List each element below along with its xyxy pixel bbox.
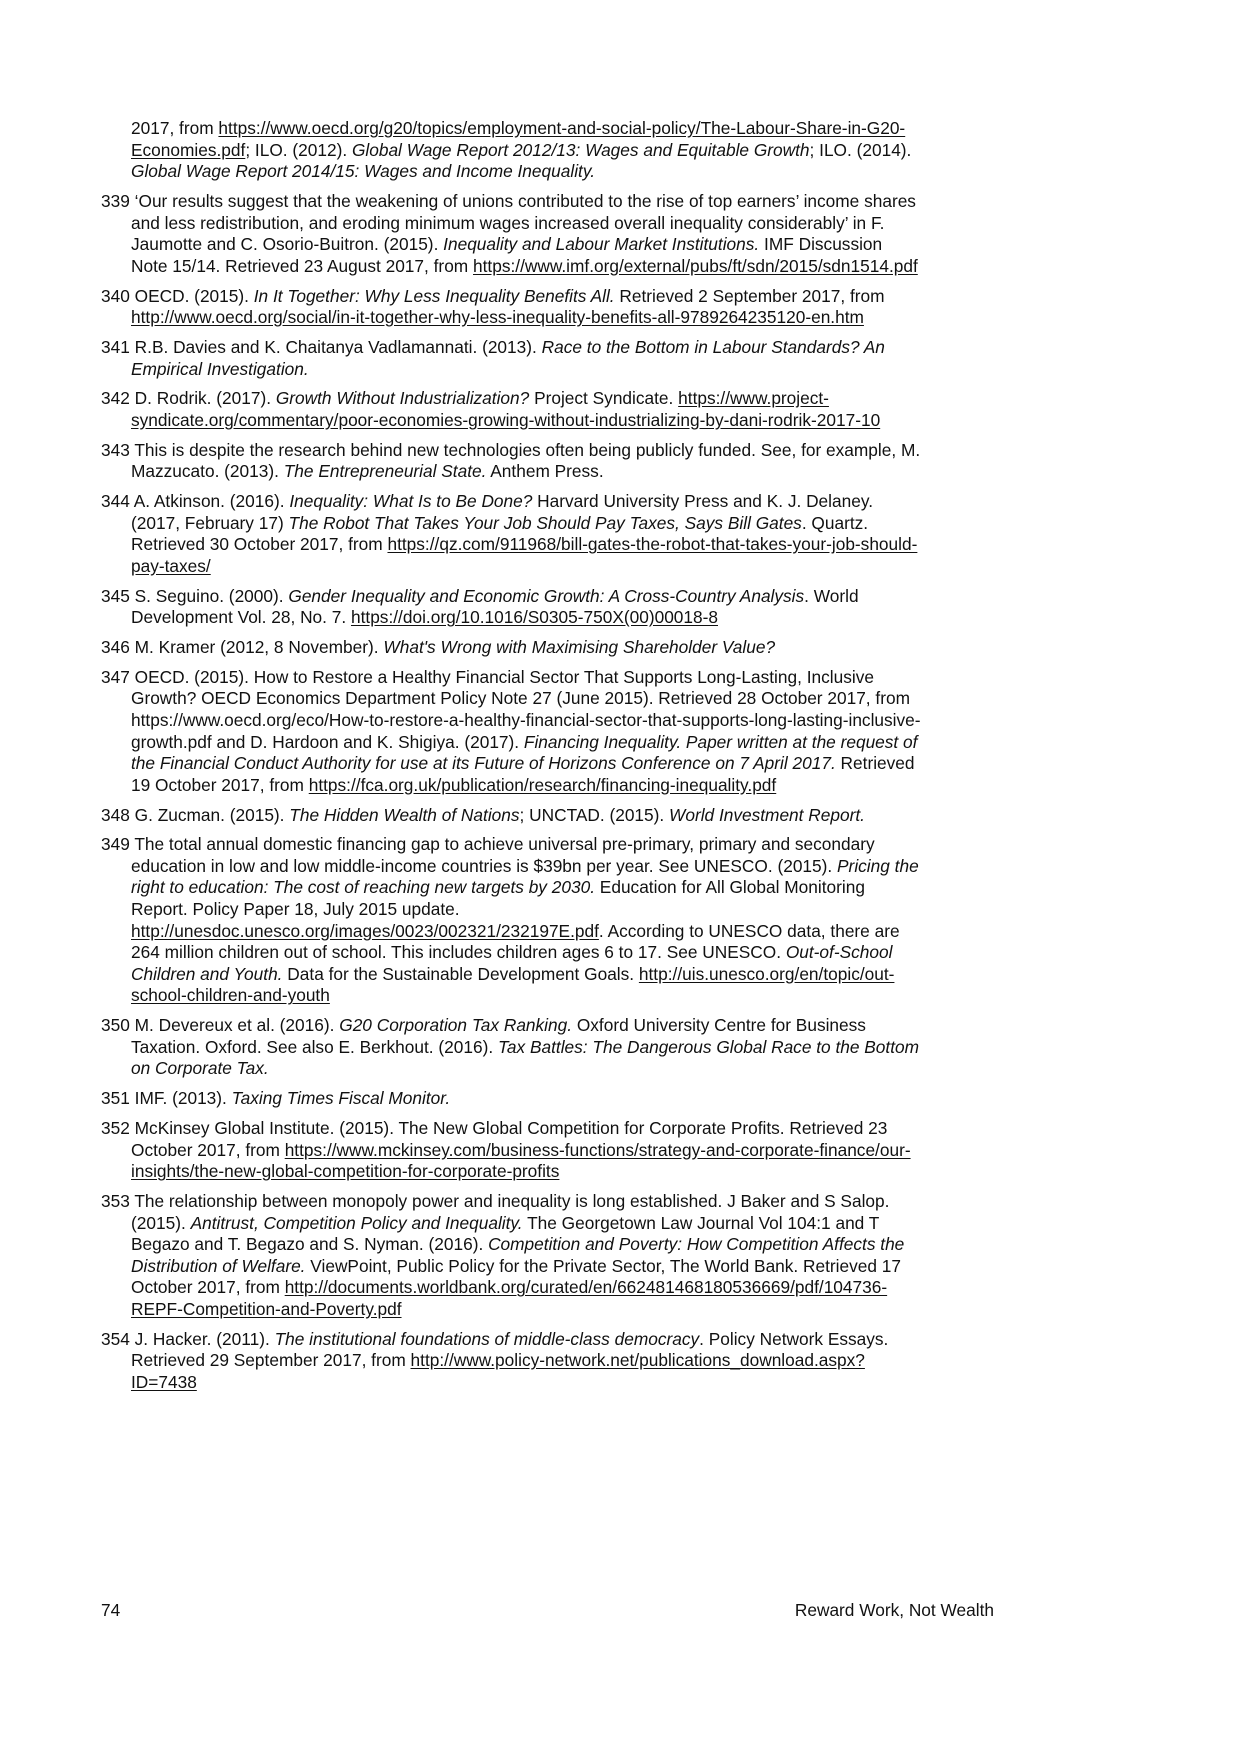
endnote-title-italic: In It Together: Why Less Inequality Benefits All. bbox=[253, 285, 615, 306]
endnote-title-italic: World Investment Report. bbox=[669, 804, 865, 825]
endnote-continuation bbox=[101, 118, 921, 183]
endnote-text: ; ILO. (2012). bbox=[245, 139, 352, 160]
endnote-number: 347 bbox=[101, 666, 130, 687]
endnote-number: 353 bbox=[101, 1190, 130, 1211]
endnote-number: 345 bbox=[101, 585, 130, 606]
endnote-title-italic: Global Wage Report 2012/13: Wages and Equitable Growth bbox=[351, 139, 810, 160]
endnote-title-italic: Out-of-School Children and Youth. bbox=[131, 942, 893, 984]
endnote-text: G. Zucman. (2015). bbox=[134, 804, 290, 825]
endnote-text: D. Rodrik. (2017). bbox=[134, 388, 276, 409]
endnote-text: S. Seguino. (2000). bbox=[134, 585, 289, 606]
endnote-number: 349 bbox=[101, 834, 130, 855]
endnote-title-italic: Race to the Bottom in Labour Standards? An Empirical Investigation. bbox=[131, 336, 885, 379]
endnote-text: R.B. Davies and K. Chaitanya Vadlamannati. (2013). bbox=[134, 336, 542, 357]
endnote-link[interactable]: http://www.oecd.org/social/in-it-together-why-less-inequality-benefits-all-9789264235120-en.htm bbox=[131, 307, 864, 328]
endnote-number: 342 bbox=[101, 388, 130, 409]
endnote-text: ; ILO. (2014). bbox=[809, 139, 912, 160]
endnote-339 bbox=[101, 191, 921, 277]
endnote-340 bbox=[101, 286, 921, 329]
endnote-title-italic: Inequality: What Is to Be Done? bbox=[289, 491, 533, 512]
endnote-title-italic: Antitrust, Competition Policy and Inequality. bbox=[190, 1212, 523, 1233]
endnote-link[interactable]: https://www.oecd.org/g20/topics/employment-and-social-policy/The-Labour-Share-in-G20-Economies.pdf bbox=[131, 118, 906, 160]
endnote-text: ; UNCTAD. (2015). bbox=[519, 804, 670, 825]
endnote-text: OECD. (2015). bbox=[134, 285, 254, 306]
endnote-link[interactable]: http://unesdoc.unesco.org/images/0023/002321/232197E.pdf bbox=[131, 920, 599, 941]
endnote-351 bbox=[101, 1088, 921, 1110]
endnote-344 bbox=[101, 491, 921, 577]
endnote-text: The Georgetown Law Journal Vol 104:1 and T Begazo and T. Begazo and S. Nyman. (2016). bbox=[131, 1212, 880, 1255]
endnote-353 bbox=[101, 1191, 921, 1321]
endnote-link[interactable]: http://www.policy-network.net/publications_download.aspx?ID=7438 bbox=[131, 1350, 865, 1392]
endnote-number: 350 bbox=[101, 1015, 130, 1036]
endnote-title-italic: The Hidden Wealth of Nations bbox=[289, 804, 520, 825]
endnote-number: 352 bbox=[101, 1117, 130, 1138]
endnote-text: J. Hacker. (2011). bbox=[134, 1328, 275, 1349]
endnote-text: ViewPoint, Public Policy for the Private Sector, The World Bank. Retrieved 17 October 2017, from bbox=[131, 1255, 902, 1298]
page-number: 74 bbox=[101, 1600, 121, 1620]
endnote-354 bbox=[101, 1329, 921, 1394]
endnote-text: Anthem Press. bbox=[486, 461, 604, 482]
endnote-text: A. Atkinson. (2016). bbox=[133, 491, 290, 512]
endnote-link[interactable]: http://uis.unesco.org/en/topic/out-school-children-and-youth bbox=[131, 963, 895, 1006]
endnote-text: IMF. (2013). bbox=[134, 1088, 232, 1109]
endnote-number: 348 bbox=[101, 804, 130, 825]
endnote-title-italic: The institutional foundations of middle-class democracy bbox=[274, 1328, 700, 1349]
endnote-link[interactable]: https://fca.org.uk/publication/research/financing-inequality.pdf bbox=[308, 774, 777, 795]
page-footer bbox=[101, 1600, 994, 1624]
endnote-text: The relationship between monopoly power and inequality is long established. J Baker and S Salop. (2015). bbox=[131, 1190, 890, 1233]
endnote-title-italic: Taxing Times Fiscal Monitor. bbox=[231, 1088, 451, 1109]
endnote-349 bbox=[101, 834, 921, 1007]
endnote-343 bbox=[101, 440, 921, 483]
endnote-346 bbox=[101, 637, 921, 659]
endnote-number: 344 bbox=[101, 491, 130, 512]
endnote-text: Project Syndicate. bbox=[529, 388, 679, 409]
endnotes-list bbox=[101, 118, 921, 1402]
endnote-link[interactable]: https://qz.com/911968/bill-gates-the-robot-that-takes-your-job-should-pay-taxes/ bbox=[131, 534, 918, 576]
endnote-text: . According to UNESCO data, there are 264 million children out of school. This includes children ages 6 to 17. See UNESCO. bbox=[131, 920, 900, 963]
endnote-number: 343 bbox=[101, 439, 130, 460]
endnote-title-italic: Financing Inequality. Paper written at the request of the Financial Conduct Authority for use at its Future of Horizons Conference on 7 April 2017. bbox=[131, 731, 918, 774]
endnote-title-italic: Inequality and Labour Market Institutions. bbox=[443, 234, 760, 255]
endnote-348 bbox=[101, 805, 921, 827]
endnote-text: This is despite the research behind new technologies often being publicly funded. See, for example, M. Mazzucato. (2013). bbox=[131, 439, 921, 482]
endnote-title-italic: Growth Without Industrialization? bbox=[275, 388, 530, 409]
endnote-347 bbox=[101, 667, 921, 797]
endnote-title-italic: Competition and Poverty: How Competition Affects the Distribution of Welfare. bbox=[131, 1234, 905, 1276]
endnote-text: M. Devereux et al. (2016). bbox=[134, 1015, 340, 1036]
endnote-text: Education for All Global Monitoring Report. Policy Paper 18, July 2015 update. bbox=[131, 877, 865, 920]
endnote-352 bbox=[101, 1118, 921, 1183]
endnote-title-italic: Tax Battles: The Dangerous Global Race to the Bottom on Corporate Tax. bbox=[131, 1036, 920, 1079]
endnote-text: Retrieved 19 October 2017, from bbox=[131, 753, 915, 795]
endnote-text: M. Kramer (2012, 8 November). bbox=[134, 636, 384, 657]
endnote-text: Retrieved 2 September 2017, from bbox=[614, 285, 885, 306]
endnote-title-italic: What's Wrong with Maximising Shareholder Value? bbox=[383, 636, 776, 657]
endnote-text: The total annual domestic financing gap to achieve universal pre-primary, primary and secondary education in low and low middle-income countries is $39bn per year. See UNESCO. (2015). bbox=[131, 834, 875, 876]
endnote-text: . World Development Vol. 28, No. 7. bbox=[131, 585, 859, 628]
endnote-title-italic: Pricing the right to education: The cost of reaching new targets by 2030. bbox=[131, 855, 919, 898]
endnote-title-italic: Gender Inequality and Economic Growth: A Cross-Country Analysis bbox=[288, 585, 805, 606]
endnote-number: 340 bbox=[101, 285, 130, 306]
endnote-link[interactable]: https://doi.org/10.1016/S0305-750X(00)00018-8 bbox=[350, 607, 718, 628]
endnote-number: 354 bbox=[101, 1328, 130, 1349]
endnote-link[interactable]: https://www.imf.org/external/pubs/ft/sdn/2015/sdn1514.pdf bbox=[473, 255, 918, 276]
running-title: Reward Work, Not Wealth bbox=[794, 1600, 994, 1620]
endnote-link[interactable]: https://www.mckinsey.com/business-functions/strategy-and-corporate-finance/our-insights/the-new-global-competition-for-corporate-profits bbox=[131, 1139, 911, 1182]
endnote-text: OECD. (2015). How to Restore a Healthy Financial Sector That Supports Long-Lasting, Inclusive Growth? OECD Economics Department Policy Note 27 (June 2015). Retrieved 28 October 2017, from https://www.oecd.org/eco/How-to-restore-a-healthy-financial-sector-that-supports-long-lasting-inclusive-growth.pdf and D. Hardoon and K. Shigiya. (2017). bbox=[131, 666, 921, 752]
endnote-text: Oxford University Centre for Business Taxation. Oxford. See also E. Berkhout. (2016). bbox=[131, 1015, 866, 1057]
endnote-number: 339 bbox=[101, 190, 130, 211]
endnote-title-italic: G20 Corporation Tax Ranking. bbox=[339, 1015, 573, 1036]
endnote-text: Data for the Sustainable Development Goals. bbox=[282, 963, 639, 984]
endnote-341 bbox=[101, 337, 921, 380]
endnote-text: Harvard University Press and K. J. Delaney. (2017, February 17) bbox=[131, 491, 874, 533]
endnote-text: McKinsey Global Institute. (2015). The New Global Competition for Corporate Profits. Retrieved 23 October 2017, from bbox=[131, 1117, 888, 1160]
endnote-number: 346 bbox=[101, 636, 130, 657]
endnote-350 bbox=[101, 1015, 921, 1080]
endnote-text: IMF Discussion Note 15/14. Retrieved 23 August 2017, from bbox=[131, 234, 883, 276]
endnote-345 bbox=[101, 586, 921, 629]
endnote-342 bbox=[101, 388, 921, 431]
endnote-title-italic: Global Wage Report 2014/15: Wages and Income Inequality. bbox=[131, 161, 596, 182]
endnote-title-italic: The Entrepreneurial State. bbox=[283, 461, 487, 482]
endnote-title-italic: The Robot That Takes Your Job Should Pay Taxes, Says Bill Gates bbox=[288, 512, 802, 533]
endnote-text: ‘Our results suggest that the weakening of unions contributed to the rise of top earners’ income shares and less redistribution, and eroding minimum wages increased overall inequality considerably’ in F. Jaumotte and C. Osorio-Buitron. (2015). bbox=[131, 190, 916, 255]
endnote-link[interactable]: http://documents.worldbank.org/curated/en/662481468180536669/pdf/104736-REPF-Competition-and-Poverty.pdf bbox=[131, 1277, 888, 1319]
endnote-number: 351 bbox=[101, 1088, 130, 1109]
endnote-text: . Policy Network Essays. Retrieved 29 September 2017, from bbox=[131, 1328, 889, 1371]
endnote-text: . Quartz. Retrieved 30 October 2017, from bbox=[131, 512, 869, 555]
endnote-number: 341 bbox=[101, 336, 130, 357]
endnote-link[interactable]: https://www.project-syndicate.org/commentary/poor-economies-growing-without-industrializing-by-dani-rodrik-2017-10 bbox=[131, 388, 881, 430]
endnote-text: 2017, from bbox=[131, 118, 219, 138]
